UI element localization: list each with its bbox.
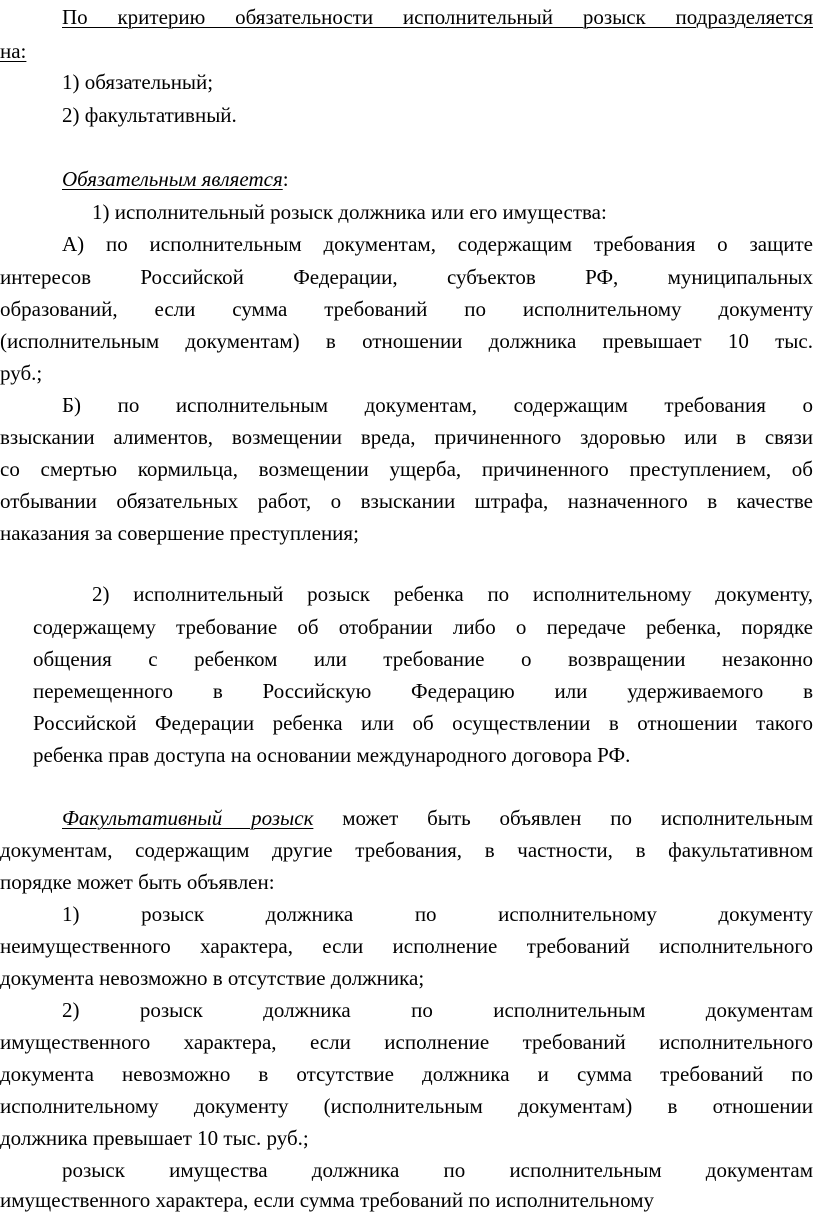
optional-item-3-line: имущественного характера, если сумма требований по исполнительному [0,1188,654,1212]
mandatory-item-2-line: общения с ребенком или требование о возвращении незаконно [33,647,813,671]
type-item-1-text: обязательный; [84,70,214,94]
optional-item-2-line: должника превышает 10 тыс. руб.; [0,1126,309,1150]
optional-heading-text: Факультативный розыск [62,806,314,830]
type-item-1 [62,67,213,97]
paragraph-b-line: отбывании обязательных работ, о взыскании штрафа, назначенного в качестве [0,489,813,513]
mandatory-item-2-line: Российской Федерации ребенка или об осуществлении в отношении такого [33,711,813,735]
mandatory-heading-text: Обязательным является [62,167,283,191]
optional-item-2-line: документа невозможно в отсутствие должника и сумма требований по [0,1062,813,1086]
optional-item-1-line: 1) розыск должника по исполнительному документу [62,902,813,926]
optional-item-2-line: имущественного характера, если исполнение требований исполнительного [0,1030,813,1054]
optional-item-1-line: неимущественного характера, если исполнение требований исполнительного [0,934,813,958]
optional-item-2-line: 2) розыск должника по исполнительным документам [62,998,813,1022]
paragraph-a-line: образований, если сумма требований по исполнительному документу [0,297,813,321]
paragraph-b-line: со смертью кормильца, возмещении ущерба, причиненного преступлением, об [0,457,813,481]
mandatory-heading [62,164,289,194]
optional-heading-rest: может быть объявлен по исполнительным [313,806,813,830]
optional-item-2-line: исполнительному документу (исполнительным документам) в отношении [0,1094,813,1118]
mandatory-item-2-line: ребенка прав доступа на основании международного договора РФ. [33,743,631,767]
paragraph-a-line: А) по исполнительным документам, содержащим требования о защите [62,232,813,256]
paragraph-a-line: руб.; [0,361,43,385]
optional-intro-line: документам, содержащим другие требования, в частности, в факультативном [0,838,813,862]
mandatory-item-2-line: перемещенного в Российскую Федерацию или удерживаемого в [33,679,813,703]
paragraph-b-line: взыскании алиментов, возмещении вреда, причиненного здоровью или в связи [0,425,813,449]
optional-heading [62,803,813,833]
mandatory-item-1-title: 1) исполнительный розыск должника или его имущества: [92,200,607,224]
type-item-2 [62,100,237,130]
optional-item-3-line: розыск имущества должника по исполнительным документам [62,1158,813,1182]
paragraph-a-line: интересов Российской Федерации, субъектов РФ, муниципальных [0,265,813,289]
paragraph-b-line: наказания за совершение преступления; [0,521,359,545]
paragraph-a-line: (исполнительным документам) в отношении должника превышает 10 тыс. [0,329,813,353]
mandatory-heading-colon: : [282,167,289,191]
type-item-1-number: 1) [62,70,80,94]
mandatory-item-2-line: содержащему требование об отобрании либо о передаче ребенка, порядке [33,615,813,639]
mandatory-item-2-line: 2) исполнительный розыск ребенка по исполнительному документу, [92,582,813,606]
type-item-2-number: 2) [62,103,80,127]
paragraph-b-line: Б) по исполнительным документам, содержащим требования о [62,393,813,417]
intro-line-2: на: [0,39,27,63]
type-item-2-text: факультативный. [84,103,237,127]
intro-line-1: По критерию обязательности исполнительный розыск подразделяется [62,5,813,29]
optional-intro-line: порядке может быть объявлен: [0,870,275,894]
optional-item-1-line: документа невозможно в отсутствие должника; [0,966,425,990]
